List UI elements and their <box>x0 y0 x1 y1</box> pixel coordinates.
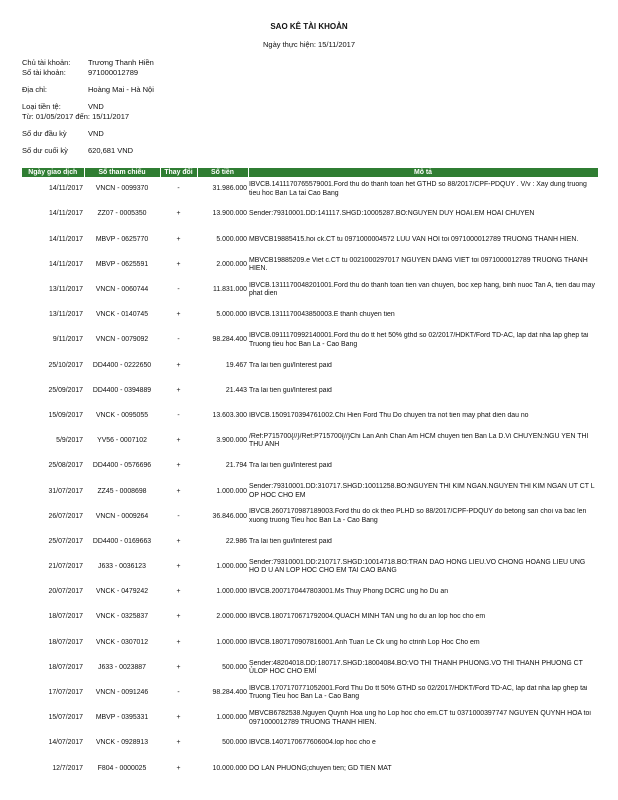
change-sign: + <box>176 537 181 545</box>
table-row <box>22 253 598 278</box>
reference-number: ZZ07 - 0005350 <box>97 210 147 218</box>
transaction-date: 14/11/2017 <box>49 210 83 218</box>
amount: 1.000.000 <box>216 487 247 495</box>
table-row <box>22 479 598 504</box>
reference-number: VNCK - 0928913 <box>95 739 149 747</box>
reference-number: DD4400 - 0222650 <box>92 361 152 369</box>
table-row <box>22 681 598 706</box>
description-cell <box>248 328 598 353</box>
description-cell <box>248 605 598 630</box>
description-cell <box>248 303 598 328</box>
transaction-date: 25/08/2017 <box>48 462 83 470</box>
currency-value: VND <box>88 102 104 111</box>
statement-title: SAO KÊ TÀI KHOẢN <box>270 22 348 31</box>
description-cell <box>248 177 598 202</box>
transaction-date: 20/07/2017 <box>48 588 83 596</box>
amount: 5.000.000 <box>216 311 247 319</box>
holder-label: Chủ tài khoản: <box>22 58 71 67</box>
description: IBVCB.1311170048201001.Ford thu do thanh toan tien van chuyen, boc xep hang, binh nuoc Tan A, tien dau may phat dien <box>249 281 595 298</box>
reference-number: J633 - 0036123 <box>98 563 146 571</box>
reference-number: MBVP - 0395331 <box>95 714 149 722</box>
table-row <box>22 278 598 303</box>
description: Tra lai tien gui/Interest paid <box>249 386 332 394</box>
table-row <box>22 756 598 781</box>
description-cell <box>248 555 598 580</box>
change-sign: + <box>176 210 181 218</box>
transaction-date: 18/07/2017 <box>48 613 83 621</box>
account-number-label: Số tài khoản: <box>22 68 66 77</box>
reference-number: DD4400 - 0576696 <box>92 462 152 470</box>
change-sign: + <box>176 739 181 747</box>
transaction-date: 18/07/2017 <box>48 638 83 646</box>
reference-number: MBVP - 0625591 <box>95 260 149 268</box>
table-row <box>22 303 598 328</box>
description: Tra lai tien gui/Interest paid <box>249 537 332 545</box>
description-cell <box>248 580 598 605</box>
table-row <box>22 555 598 580</box>
transaction-date: 13/11/2017 <box>49 286 83 294</box>
statement-period: Từ: 01/05/2017 đến: 15/11/2017 <box>22 112 130 121</box>
description-cell <box>248 731 598 756</box>
amount: 1.000.000 <box>216 588 247 596</box>
table-row <box>22 177 598 202</box>
reference-number: J633 - 0023887 <box>98 663 146 671</box>
change-sign: + <box>176 588 181 596</box>
col-header-description: Mô tả <box>248 168 598 177</box>
reference-number: YV56 - 0007102 <box>97 437 147 445</box>
description: IBVCB.1807170907816001.Anh Tuan Le Ck ung ho ctrinh Lop Hoc Cho em <box>249 638 480 646</box>
table-row <box>22 504 598 529</box>
reference-number: VNCN - 0099370 <box>95 185 149 193</box>
table-row <box>22 656 598 681</box>
description-cell <box>248 681 598 706</box>
amount: 31.986.000 <box>212 185 247 193</box>
table-row <box>22 328 598 353</box>
reference-number: DD4400 - 0169663 <box>92 537 152 545</box>
table-row <box>22 706 598 731</box>
amount: 3.900.000 <box>216 437 247 445</box>
amount: 11.831.000 <box>213 286 247 294</box>
opening-balance-value: VND <box>88 129 104 138</box>
reference-number: VNCN - 0060744 <box>95 286 149 294</box>
transaction-date: 25/09/2017 <box>48 386 83 394</box>
reference-number: VNCK - 0479242 <box>95 588 149 596</box>
transaction-date: 21/07/2017 <box>48 563 83 571</box>
table-row <box>22 353 598 378</box>
reference-number: DD4400 - 0394889 <box>92 386 152 394</box>
description: IBVCB.1411170765579001.Ford thu do thanh toan het GTHD so 88/2017/CPF-PDQUY . V/v : Xay dung truong tieu hoc Ban La tai Cao Bang <box>249 181 587 197</box>
reference-number: MBVP - 0625770 <box>95 235 149 243</box>
closing-balance-value: 620,681 VND <box>88 146 134 155</box>
transaction-date: 14/07/2017 <box>48 739 83 747</box>
change-sign: + <box>176 260 181 268</box>
holder-value: Trương Thanh Hiền <box>88 58 154 67</box>
execution-date: Ngày thực hiện: 15/11/2017 <box>262 40 356 49</box>
amount: 21.794 <box>225 462 247 470</box>
table-row <box>22 227 598 252</box>
change-sign: + <box>176 487 181 495</box>
description: IBVCB.2607170987189003.Ford thu do ck theo PLHD so 88/2017/CPF-PDQUY do betong san choi va bac len xuong truong Tieu hoc Ban La - Cao Bang <box>249 508 587 525</box>
change-sign: + <box>176 361 181 369</box>
transaction-date: 15/07/2017 <box>48 714 83 722</box>
col-header-date: Ngày giao dịch <box>22 168 84 177</box>
table-row <box>22 202 598 227</box>
description-cell <box>248 429 598 454</box>
change-sign: - <box>177 411 180 419</box>
description: DO LAN PHUONG;chuyen tien; GD TIEN MAT <box>249 764 392 772</box>
description: Sender:48204018.DD:180717.SHGD:18004084.BO:VO THI THANH PHUONG.VO THI THANH PHUONG CT ỦLOP HOC CHO EMÍ <box>249 659 583 676</box>
opening-balance-label: Số dư đầu kỳ <box>22 129 67 138</box>
amount: 5.000.000 <box>216 235 247 243</box>
description-cell <box>248 278 598 303</box>
table-row <box>22 580 598 605</box>
amount: 2.000.000 <box>216 260 247 268</box>
amount: 13.603.300 <box>212 411 247 419</box>
change-sign: - <box>177 185 180 193</box>
amount: 98.284.400 <box>212 336 247 344</box>
table-row <box>22 731 598 756</box>
amount: 10.000.000 <box>212 764 247 772</box>
reference-number: VNCK - 0095055 <box>95 411 149 419</box>
amount: 22.986 <box>225 537 247 545</box>
reference-number: VNCK - 0140745 <box>95 311 149 319</box>
description: IBVCB.1311170043850003.E thanh chuyen tien <box>249 311 395 319</box>
currency-label: Loại tiền tệ: <box>22 102 61 111</box>
description: IBVCB.1707170771052001.Ford Thu Do tt 50% GTHD so 02/2017/HDKT/Ford TD-AC, lap dat nha lap ghep tai Truong Tieu hoc Ban La - Cao Bang <box>249 684 588 701</box>
table-header-row <box>22 168 598 177</box>
transaction-date: 9/11/2017 <box>52 336 83 344</box>
change-sign: + <box>176 235 181 243</box>
description-cell <box>248 479 598 504</box>
transaction-date: 18/07/2017 <box>48 663 83 671</box>
description-cell <box>248 454 598 479</box>
reference-number: VNCN - 0079092 <box>95 336 149 344</box>
change-sign: + <box>176 638 181 646</box>
amount: 500.000 <box>222 663 247 671</box>
description-cell <box>248 253 598 278</box>
transactions-table <box>22 168 599 782</box>
address-label: Địa chỉ: <box>22 85 48 94</box>
description-cell <box>248 504 598 529</box>
description: Tra lai tien gui/Interest paid <box>249 462 332 470</box>
amount: 500.000 <box>222 739 247 747</box>
description-cell <box>248 353 598 378</box>
description: Sender:79310001.DD:310717.SHGD:10011258.BO:NGUYEN THI KIM NGAN.NGUYEN THI KIM NGAN UT CT L OP HOC CHO EM <box>249 483 595 499</box>
amount: 13.900.000 <box>212 210 247 218</box>
table-row <box>22 379 598 404</box>
transactions-body <box>22 177 598 782</box>
change-sign: - <box>177 286 180 294</box>
transaction-date: 15/09/2017 <box>48 411 83 419</box>
change-sign: + <box>176 563 181 571</box>
change-sign: - <box>177 689 180 697</box>
change-sign: + <box>176 437 181 445</box>
description-cell <box>248 530 598 555</box>
change-sign: + <box>176 386 181 394</box>
description: MBVCB6782538.Nguyen Quynh Hoa ung ho Lop hoc cho em.CT tu 0371000397747 NGUYEN QUYNH HOA toi 0971000012789 TRUONG THANH HIEN. <box>249 709 591 726</box>
amount: 36.846.000 <box>212 512 247 520</box>
transaction-date: 31/07/2017 <box>48 487 83 495</box>
table-row <box>22 429 598 454</box>
amount: 19.467 <box>225 361 247 369</box>
table-row <box>22 530 598 555</box>
transaction-date: 17/07/2017 <box>48 689 83 697</box>
description: Tra lai tien gui/Interest paid <box>249 361 332 369</box>
description-cell <box>248 706 598 731</box>
account-number-value: 971000012789 <box>88 68 139 77</box>
amount: 2.000.000 <box>216 613 247 621</box>
transaction-date: 14/11/2017 <box>49 260 83 268</box>
description: Sender:79310001.DD:141117.SHGD:10005287.BO:NGUYEN DUY HOAI.EM HOAI CHUYEN <box>249 210 535 218</box>
amount: 1.000.000 <box>216 638 247 646</box>
change-sign: + <box>176 663 181 671</box>
col-header-amount: Số tiền <box>197 168 248 177</box>
description: IBVCB.1807170671792004.QUACH MINH TAN ung ho du an lop hoc cho em <box>249 613 486 621</box>
description: MBVCB19885415.hoi ck.CT tu 0971000004572 LUU VAN HOI toi 0971000012789 TRUONG THANH HIEN. <box>249 235 579 243</box>
table-row <box>22 454 598 479</box>
transaction-date: 5/9/2017 <box>56 437 83 445</box>
description-cell <box>248 630 598 655</box>
reference-number: ZZ45 - 0008698 <box>97 487 147 495</box>
transaction-date: 25/07/2017 <box>48 537 83 545</box>
amount: 21.443 <box>225 386 247 394</box>
change-sign: + <box>176 311 181 319</box>
change-sign: + <box>176 764 181 772</box>
reference-number: VNCN - 0009264 <box>95 512 149 520</box>
description: /Ref:P715700{//}/Ref:P715700{//}Chi Lan Anh Chan Am HCM chuyen tien Ban La D.Vi CHUYEN:NGU YEN THI THU ANH <box>249 432 589 449</box>
description: IBVCB.1407170677606004.lop hoc cho e <box>249 739 376 747</box>
description-cell <box>248 656 598 681</box>
transaction-date: 25/10/2017 <box>48 361 83 369</box>
description-cell <box>248 404 598 429</box>
description: Sender:79310001.DD:210717.SHGD:10014718.BO:TRAN DAO HONG LIEU.VO CHONG HOANG LIEU UNG HO D U AN LOP HOC CHO EM TAI CAO BANG <box>249 558 586 575</box>
change-sign: - <box>177 336 180 344</box>
transaction-date: 14/11/2017 <box>49 185 83 193</box>
change-sign: + <box>176 613 181 621</box>
description: IBVCB.2007170447803001.Ms Thuy Phong DCRC ung ho Du an <box>249 588 449 596</box>
col-header-reference: Số tham chiếu <box>84 168 160 177</box>
amount: 1.000.000 <box>216 714 247 722</box>
col-header-change: Thay đổi <box>160 168 197 177</box>
description: IBVCB.0911170992140001.Ford thu do tt het 50% gthd so 02/2017/HDKT/Ford TD-AC, lap dat nha lap ghep tai Truong tieu hoc Ban La - Cao Bang <box>249 332 589 348</box>
description-cell <box>248 227 598 252</box>
table-row <box>22 605 598 630</box>
change-sign: + <box>176 462 181 470</box>
description-cell <box>248 379 598 404</box>
transaction-date: 14/11/2017 <box>49 235 83 243</box>
table-row <box>22 404 598 429</box>
transaction-date: 13/11/2017 <box>49 311 83 319</box>
reference-number: VNCK - 0325837 <box>95 613 149 621</box>
table-row <box>22 630 598 655</box>
amount: 1.000.000 <box>216 563 247 571</box>
amount: 98.284.400 <box>212 689 247 697</box>
transaction-date: 12/7/2017 <box>52 764 83 772</box>
change-sign: - <box>177 512 180 520</box>
description: MBVCB19885209.e Viet c.CT tu 0021000297017 NGUYEN DANG VIET toi 0971000012789 TRUONG THANH HIEN. <box>249 256 588 273</box>
description-cell <box>248 756 598 781</box>
description-cell <box>248 202 598 227</box>
description: IBVCB.1509170394761002.Chi Hien Ford Thu Do chuyen tra not tien may phat dien dau no <box>249 411 529 419</box>
closing-balance-label: Số dư cuối kỳ <box>22 146 68 155</box>
reference-number: F804 - 0000025 <box>97 764 147 772</box>
address-value: Hoàng Mai - Hà Nội <box>88 85 154 94</box>
change-sign: + <box>176 714 181 722</box>
reference-number: VNCN - 0091246 <box>95 689 149 697</box>
account-info <box>22 58 422 156</box>
transaction-date: 26/07/2017 <box>48 512 83 520</box>
reference-number: VNCK - 0307012 <box>95 638 149 646</box>
